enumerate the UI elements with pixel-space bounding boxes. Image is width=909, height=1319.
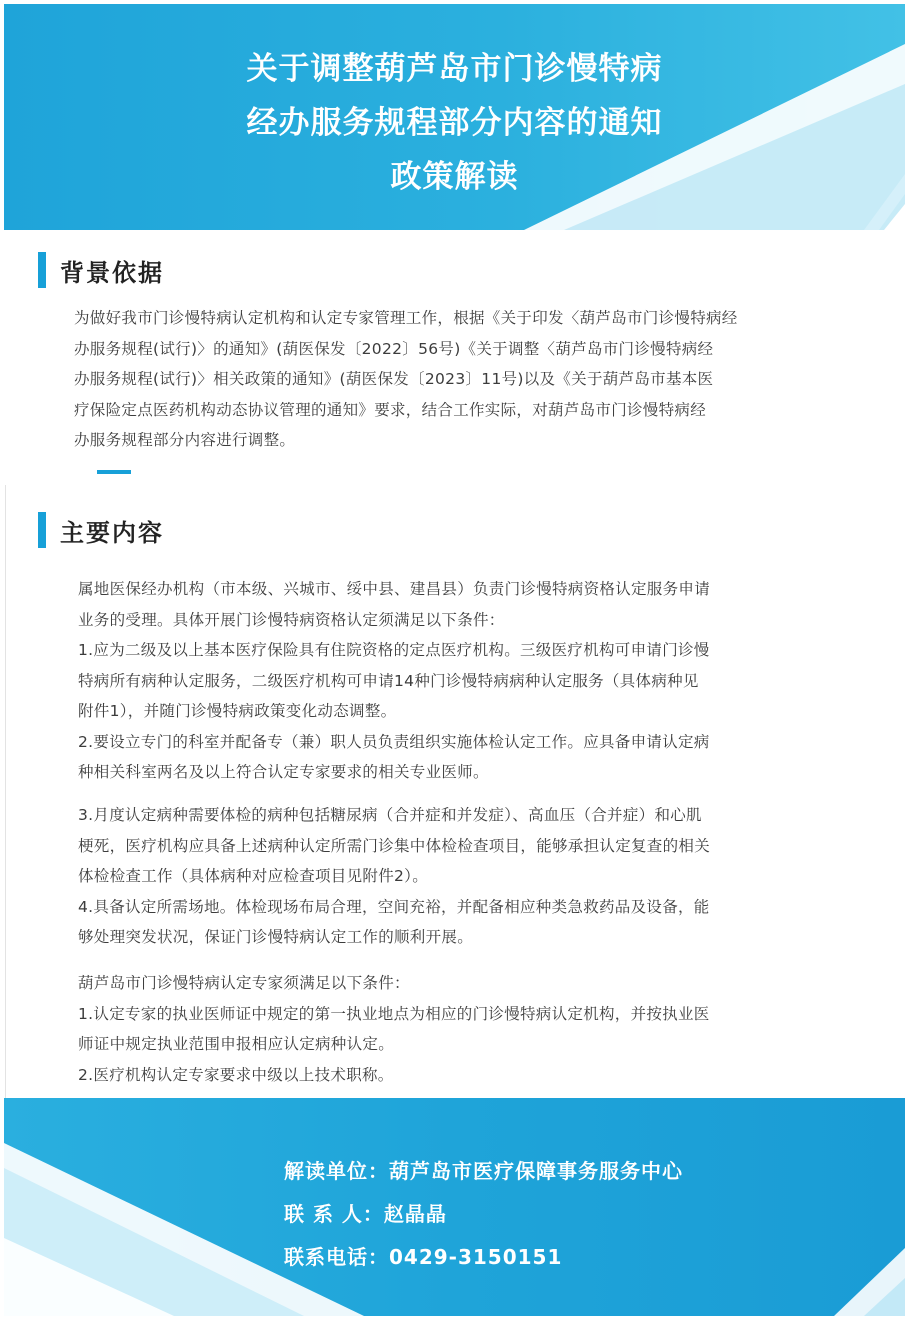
text-line: 3.月度认定病种需要体检的病种包括糖尿病（合并症和并发症）、高血压（合并症）和心肌 (78, 806, 702, 824)
text-line: 办服务规程(试行)〉相关政策的通知》(葫医保发〔2023〕11号)以及《关于葫芦岛市基本医 (74, 370, 714, 388)
title-line-1: 关于调整葫芦岛市门诊慢特病 (246, 51, 663, 87)
header-banner (4, 4, 905, 230)
text-line: 疗保险定点医药机构动态协议管理的通知》要求，结合工作实际，对葫芦岛市门诊慢特病经 (74, 400, 707, 419)
main-paragraph-3 (78, 968, 710, 1090)
main-paragraph-1 (78, 574, 710, 788)
text-line: 梗死，医疗机构应具备上述病种认定所需门诊集中体检检查项目，能够承担认定复查的相关 (78, 836, 711, 855)
interpreting-unit: 解读单位：葫芦岛市医疗保障事务服务中心 (284, 1159, 683, 1183)
main-paragraph-2 (78, 800, 710, 953)
page-edge-line (5, 485, 6, 1105)
section-accent-bar (38, 512, 46, 548)
text-line: 葫芦岛市门诊慢特病认定专家须满足以下条件： (78, 974, 410, 992)
text-line: 属地医保经办机构（市本级、兴城市、绥中县、建昌县）负责门诊慢特病资格认定服务申请 (78, 580, 711, 598)
section-header-main (38, 510, 164, 550)
contact-phone: 联系电话：0429-3150151 (284, 1245, 563, 1269)
text-line: 为做好我市门诊慢特病认定机构和认定专家管理工作，根据《关于印发〈葫芦岛市门诊慢特病经 (74, 309, 738, 327)
section-divider (97, 470, 131, 474)
page-title (4, 42, 905, 204)
text-line: 办服务规程部分内容进行调整。 (74, 431, 296, 449)
text-line: 够处理突发状况，保证门诊慢特病认定工作的顺利开展。 (78, 928, 474, 946)
text-line: 1.认定专家的执业医师证中规定的第一执业地点为相应的门诊慢特病认定机构，并按执业医 (78, 1004, 710, 1023)
text-line: 2.医疗机构认定专家要求中级以上技术职称。 (78, 1065, 394, 1084)
footer-banner (4, 1098, 905, 1316)
title-line-3: 政策解读 (390, 159, 519, 195)
text-line: 1.应为二级及以上基本医疗保险具有住院资格的定点医疗机构。三级医疗机构可申请门诊慢 (78, 641, 710, 659)
text-line: 体检检查工作（具体病种对应检查项目见附件2）。 (78, 867, 429, 885)
background-paragraph (74, 303, 738, 456)
text-line: 2.要设立专门的科室并配备专（兼）职人员负责组织实施体检认定工作。应具备申请认定病 (78, 732, 710, 751)
text-line: 师证中规定执业范围申报相应认定病种认定。 (78, 1035, 395, 1053)
text-line: 办服务规程(试行)〉的通知》(葫医保发〔2022〕56号)《关于调整〈葫芦岛市门诊慢特病经 (74, 339, 714, 358)
section-title-background: 背景依据 (60, 258, 164, 287)
section-accent-bar (38, 252, 46, 288)
section-header-background (38, 250, 164, 290)
text-line: 特病所有病种认定服务，二级医疗机构可申请14种门诊慢特病病种认定服务（具体病种见 (78, 671, 699, 690)
text-line: 业务的受理。具体开展门诊慢特病资格认定须满足以下条件： (78, 610, 505, 629)
section-title-main: 主要内容 (60, 518, 164, 547)
contact-info (284, 1150, 683, 1279)
contact-person: 联 系 人：赵晶晶 (284, 1202, 447, 1226)
title-line-2: 经办服务规程部分内容的通知 (246, 105, 663, 141)
text-line: 种相关科室两名及以上符合认定专家要求的相关专业医师。 (78, 763, 489, 781)
text-line: 附件1），并随门诊慢特病政策变化动态调整。 (78, 702, 397, 720)
text-line: 4.具备认定所需场地。体检现场布局合理，空间充裕，并配备相应种类急救药品及设备，能 (78, 897, 710, 916)
